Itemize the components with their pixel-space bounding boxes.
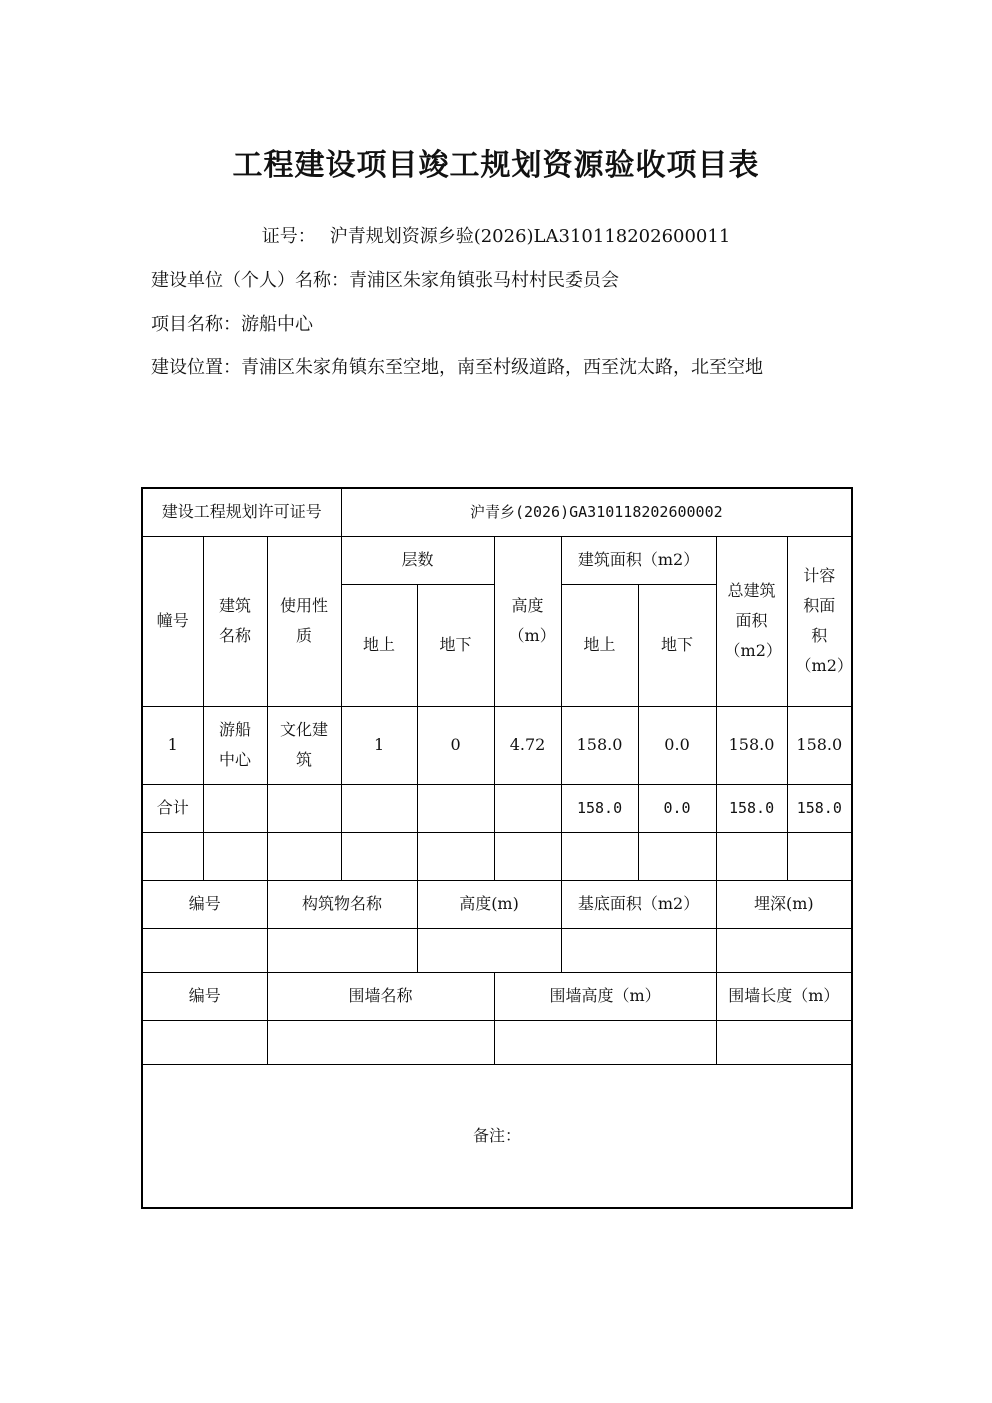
cell-area-below: 0.0 [638,706,716,784]
cell-usage: 文化建筑 [267,706,341,784]
header-floors-above: 地上 [341,584,417,706]
header-height: 高度（m） [494,536,561,706]
certificate-line [0,222,992,248]
empty-cell [267,784,341,832]
empty-cell [267,832,341,880]
empty-cell [561,928,716,972]
header-building-no: 幢号 [142,536,203,706]
empty-cell [267,1020,494,1064]
empty-cell [142,928,267,972]
blank-row [142,832,852,880]
cell-floors-above: 1 [341,706,417,784]
empty-cell [267,928,417,972]
empty-cell [203,784,267,832]
header-area: 建筑面积（m2） [561,536,716,584]
acceptance-table [141,487,853,1209]
cell-total-area: 158.0 [716,706,787,784]
sum-row [142,784,852,832]
permit-value: 沪青乡(2026)GA310118202600002 [341,488,852,536]
cell-floors-below: 0 [417,706,494,784]
remark-label: 备注： [142,1064,852,1208]
header-far-area: 计容积面积（m2） [787,536,852,706]
wall-blank-row [142,1020,852,1064]
sum-label: 合计 [142,784,203,832]
structure-header-depth: 埋深(m) [716,880,852,928]
empty-cell [494,784,561,832]
empty-cell [341,784,417,832]
structure-header-row [142,880,852,928]
header-building-name: 建筑名称 [203,536,267,706]
empty-cell [716,1020,852,1064]
certificate-value: 沪青规划资源乡验(2026)LA310118202600011 [329,226,731,247]
permit-label: 建设工程规划许可证号 [142,488,341,536]
cell-height: 4.72 [494,706,561,784]
project-name-line [151,310,313,336]
location-line [151,353,763,379]
location-value: 青浦区朱家角镇东至空地，南至村级道路，西至沈太路，北至空地 [241,357,763,378]
construction-unit-line [151,266,619,292]
sum-total-area: 158.0 [716,784,787,832]
empty-cell [716,928,852,972]
wall-header-length: 围墙长度（m） [716,972,852,1020]
cell-area-above: 158.0 [561,706,638,784]
empty-cell [494,832,561,880]
empty-cell [638,832,716,880]
certificate-label: 证号： [261,226,316,247]
structure-header-base-area: 基底面积（m2） [561,880,716,928]
structure-blank-row [142,928,852,972]
header-floors-below: 地下 [417,584,494,706]
header-total-area: 总建筑面积（m2） [716,536,787,706]
header-area-above: 地上 [561,584,638,706]
project-name-value: 游船中心 [241,314,313,335]
cell-far-area: 158.0 [787,706,852,784]
location-label: 建设位置： [151,357,241,378]
sum-area-above: 158.0 [561,784,638,832]
header-usage: 使用性质 [267,536,341,706]
structure-header-height: 高度(m) [417,880,561,928]
cell-name: 游船中心 [203,706,267,784]
page-title: 工程建设项目竣工规划资源验收项目表 [232,148,760,183]
wall-header-height: 围墙高度（m） [494,972,716,1020]
remark-row [142,1064,852,1208]
empty-cell [787,832,852,880]
sum-far-area: 158.0 [787,784,852,832]
wall-header-name: 围墙名称 [267,972,494,1020]
structure-header-no: 编号 [142,880,267,928]
empty-cell [417,928,561,972]
empty-cell [341,832,417,880]
empty-cell [494,1020,716,1064]
construction-unit-value: 青浦区朱家角镇张马村村民委员会 [349,270,619,291]
empty-cell [142,832,203,880]
construction-unit-label: 建设单位（个人）名称： [151,270,349,291]
wall-header-no: 编号 [142,972,267,1020]
empty-cell [142,1020,267,1064]
empty-cell [561,832,638,880]
cell-no: 1 [142,706,203,784]
empty-cell [203,832,267,880]
empty-cell [417,784,494,832]
table-row [142,706,852,784]
wall-header-row [142,972,852,1020]
empty-cell [716,832,787,880]
structure-header-name: 构筑物名称 [267,880,417,928]
header-area-below: 地下 [638,584,716,706]
header-floors: 层数 [341,536,494,584]
project-name-label: 项目名称： [151,314,241,335]
empty-cell [417,832,494,880]
sum-area-below: 0.0 [638,784,716,832]
